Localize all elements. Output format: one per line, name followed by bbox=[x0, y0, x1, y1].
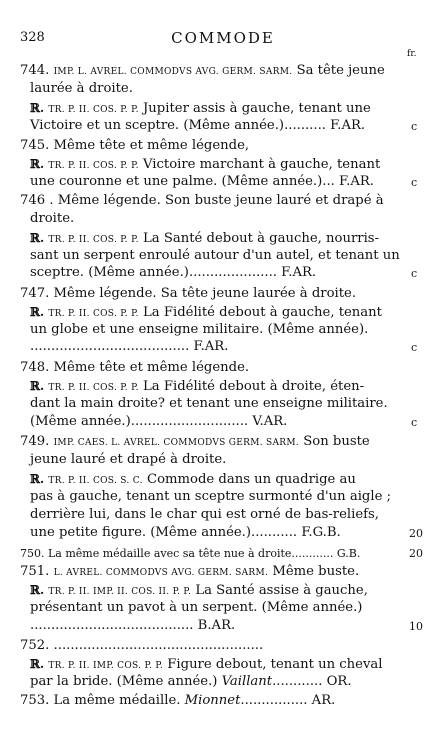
entry-751-line-1: 751. L. AVREL. COMMODVS AVG. GERM. SARM. Même buste. bbox=[20, 564, 360, 579]
entry-749-line-2: jeune lauré et drapé à droite. bbox=[30, 452, 227, 467]
entry-746-rarity: c bbox=[411, 267, 418, 280]
entry-749-line-1: 749. IMP. CAES. L. AVREL. COMMODVS GERM. SARM. Son buste bbox=[20, 434, 370, 449]
entry-746-line-1: 746 . Même légende. Son buste jeune lauré et drapé à bbox=[20, 193, 384, 208]
entry-752-line-2: ℝ. TR. P. II. IMP. COS. P. P. Figure debout, tenant un cheval bbox=[30, 657, 383, 672]
entry-749-line-3: ℝ. TR. P. II. COS. S. C. Commode dans un quadrige au bbox=[30, 472, 356, 487]
entry-744-rarity: c bbox=[411, 120, 418, 133]
entry-744-line-4: Victoire et un sceptre. (Même année.).......... F.AR. bbox=[30, 118, 366, 133]
entry-748-rarity: c bbox=[411, 416, 418, 429]
entry-749-line-6: une petite figure. (Même année.)........... F.G.B. bbox=[30, 525, 341, 540]
entry-744-line-3: ℝ. TR. P. II. COS. P. P. Jupiter assis à gauche, tenant une bbox=[30, 101, 371, 116]
entry-749-line-4: pas à gauche, tenant un sceptre surmonté d'un aigle ; bbox=[30, 489, 392, 504]
entry-749-rarity: 20 bbox=[409, 527, 423, 540]
entry-752-line-1: 752. .................................................. bbox=[20, 638, 264, 653]
entry-745-line-2: ℝ. TR. P. II. COS. P. P. Victoire marchant à gauche, tenant bbox=[30, 157, 381, 172]
entry-747-line-1: 747. Même légende. Sa tête jeune laurée à droite. bbox=[20, 286, 357, 301]
entry-744-line-1: 744. IMP. L. AVREL. COMMODVS AVG. GERM. SARM. Sa tête jeune bbox=[20, 63, 385, 78]
entry-745-line-1: 745. Même tête et même légende, bbox=[20, 138, 250, 153]
entry-753-line-1: 753. La même médaille. Mionnet................ AR. bbox=[20, 693, 336, 708]
entry-746-line-4: sant un serpent enroulé autour d'un autel, et tenant un bbox=[30, 248, 400, 263]
entry-752-line-3: par la bride. (Même année.) Vaillant............ OR. bbox=[30, 674, 352, 689]
entry-744-line-2: laurée à droite. bbox=[30, 81, 133, 96]
entry-747-rarity: c bbox=[411, 341, 418, 354]
entry-745-rarity: c bbox=[411, 176, 418, 189]
entry-748-line-1: 748. Même tête et même légende. bbox=[20, 360, 250, 375]
entry-746-line-3: ℝ. TR. P. II. COS. P. P. La Santé debout à gauche, nourris- bbox=[30, 231, 380, 246]
entry-749-line-5: derrière lui, dans le char qui est orné de bas-reliefs, bbox=[30, 507, 379, 522]
entry-747-line-3: un globe et une enseigne militaire. (Même année). bbox=[30, 322, 369, 337]
column-label: fr. bbox=[407, 49, 417, 59]
page-title: COMMODE bbox=[171, 29, 275, 47]
page-number: 328 bbox=[20, 30, 45, 45]
entry-751-line-2: ℝ. TR. P. II. IMP. II. COS. II. P. P. La Santé assise à gauche, bbox=[30, 583, 368, 598]
entry-748-line-4: (Même année.)............................ V.AR. bbox=[30, 414, 288, 429]
entry-747-line-2: ℝ. TR. P. II. COS. P. P. La Fidélité debout à gauche, tenant bbox=[30, 305, 382, 320]
entry-750-rarity: 20 bbox=[409, 547, 423, 560]
entry-751-line-3: présentant un pavot à un serpent. (Même année.) bbox=[30, 600, 363, 615]
entry-750-line-1: 750. La même médaille avec sa tête nue à droite............ G.B. bbox=[20, 547, 361, 560]
entry-746-line-5: sceptre. (Même année.)..................... F.AR. bbox=[30, 265, 317, 280]
entry-748-line-3: dant la main droite? et tenant une enseigne militaire. bbox=[30, 396, 388, 411]
entry-746-line-2: droite. bbox=[30, 211, 75, 226]
entry-751-rarity: 10 bbox=[409, 620, 423, 633]
entry-748-line-2: ℝ. TR. P. II. COS. P. P. La Fidélité debout à droite, éten- bbox=[30, 379, 365, 394]
entry-747-line-4: ...................................... F.AR. bbox=[30, 339, 229, 354]
entry-751-line-4: ....................................... B.AR. bbox=[30, 618, 236, 633]
entry-745-line-3: une couronne et une palme. (Même année.)... F.AR. bbox=[30, 174, 374, 189]
